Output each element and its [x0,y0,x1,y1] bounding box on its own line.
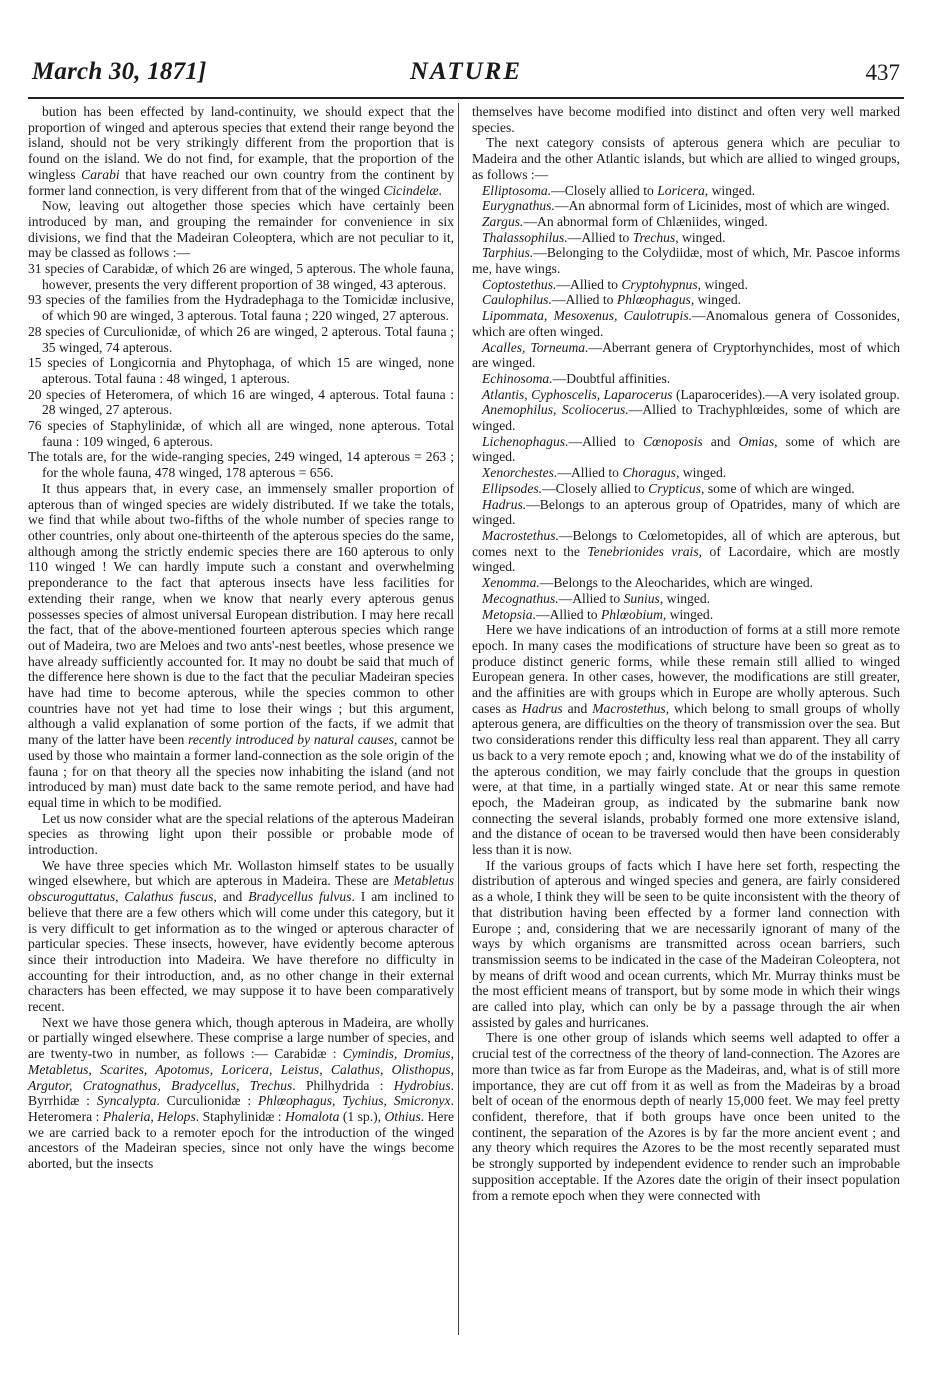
species-count-item: The totals are, for the wide-ranging species, 249 winged, 14 apterous = 263 ; for the whole fauna, 478 winged, 178 apterous = 656. [28,449,454,481]
genus-entry: Elliptosoma.—Closely allied to Loricera, winged. [482,182,756,198]
paragraph: Here we have indications of an introduction of forms at a still more remote epoch. In many cases the modifications of structure have been so great as to produce distinct generic forms, while these remain still allied to winged European genera. In other cases, however, the modifications are still greater, and the affinities are with groups which in Europe are wholly apterous. Such cases as Hadrus and Macrostethus, which belong to small groups of wholly apterous genera, are difficulties on the theory of transmission over the sea. But two considerations render this difficulty less real than apparent. They all carry us back to a very remote epoch ; and, knowing what we do of the instability of the apterous condition, we may fairly conclude that the groups in question were, at that time, in a partially winged state. At or near this same remote epoch, the Madeiran group, as indicated by the submarine bank now connecting the several islands, probably formed one more extensive island, and the distance of ocean to be traversed would then have been considerably less than it is now. [472,622,900,858]
left-column [28,104,454,1172]
genus-entry: Acalles, Torneuma.—Aberrant genera of Cryptorhynchides, most of which are winged. [472,339,900,371]
paragraph: It thus appears that, in every case, an immensely smaller proportion of apterous than of winged species are widely distributed. If we take the totals, we find that while about two-fifths of the whole number of species range to other countries, only about one-thirteenth of the apterous species do the same, although among the strictly endemic species there are 160 apterous to only 110 winged ! We can hardly impute such a constant and overwhelming preponderance to the fact that apterous insects have less facilities for extending their range, when we know that nearly every apterous genus possesses species of almost universal European distribution. I may here recall the fact, that of the above-mentioned fourteen apterous species which range out of Madeira, two are Meloes and two ants'-nest beetles, whose presence we have already sufficiently accounted for. It may no doubt be said that much of the difference here shown is due to the fact that the peculiar Madeiran species have had time to become apterous, while the species common to other countries have not yet had time to lose their wings ; but this argument, although a valid explanation of some portion of the facts, if we admit that many of the latter have been recently introduced by natural causes, cannot be used by those who maintain a former land-connection as the sole origin of the fauna ; for on that theory all the species now inhabiting the island (and not introduced by man) must date back to the same remote period, and have had equal time in which to be modified. [28,480,454,810]
page-number: 437 [865,60,900,85]
genus-entry: Hadrus.—Belongs to an apterous group of Opatrides, many of which are winged. [472,496,900,528]
column-divider [458,103,459,1335]
genus-entry: Atlantis, Cyphoscelis, Laparocerus (Laparocerides).—A very isolated group. [482,386,900,402]
header-rule [28,97,904,99]
genus-entry: Coptostethus.—Allied to Cryptohypnus, winged. [482,276,748,292]
paragraph: We have three species which Mr. Wollaston himself states to be usually winged elsewhere, but which are apterous in Madeira. These are Metabletus obscuroguttatus, Calathus fuscus, and Bradycellus fulvus. I am inclined to believe that there are a few others which will come under this category, but it is very difficult to get information as to the winged or apterous character of particular species. These insects, however, have evidently become apterous since their introduction into Madeira. We have therefore no difficulty in accounting for their introduction, and, as no other change in their external characters has been effected, we may suppose it to have been comparatively recent. [28,857,454,1015]
species-count-item: 93 species of the families from the Hydradephaga to the Tomicidæ inclusive, of which 90 are winged, 3 apterous. Total fauna ; 220 winged, 27 apterous. [28,292,454,324]
genus-entry: Caulophilus.—Allied to Phlœophagus, winged. [482,292,742,308]
genus-entry: Macrostethus.—Belongs to Cœlometopides, all of which are apterous, but comes next to the Tenebrionides vrais, of Lacordaire, which are mostly winged. [472,527,900,575]
species-count-item: 28 species of Curculionidæ, of which 26 are winged, 2 apterous. Total fauna ; 35 winged, 74 apterous. [28,323,454,355]
genus-entry: Mecognathus.—Allied to Sunius, winged. [482,590,711,606]
paragraph: The next category consists of apterous genera which are peculiar to Madeira and the other Atlantic islands, but which are allied to winged groups, as follows :— [472,135,900,182]
paragraph: bution has been effected by land-continuity, we should expect that the proportion of winged and apterous species that extend their range beyond the island, should not be very strikingly different from the proportion that is found on the island. We do not find, for example, that the proportion of the wingless Carabi that have reached our own country from the continent by former land connection, is very different from that of the winged Cicindelæ. [28,104,454,198]
journal-title: NATURE [409,58,523,85]
paragraph: themselves have become modified into distinct and often very well marked species. [472,104,900,135]
species-count-item: 31 species of Carabidæ, of which 26 are winged, 5 apterous. The whole fauna, however, presents the very different proportion of 38 winged, 43 apterous. [28,261,454,292]
species-count-item: 20 species of Heteromera, of which 16 are winged, 4 apterous. Total fauna : 28 winged, 27 apterous. [28,386,454,418]
genus-entry: Metopsia.—Allied to Phlœobium, winged. [482,606,714,622]
paragraph: Now, leaving out altogether those species which have certainly been introduced by man, and grouping the remainder for convenience in six divisions, we find that the Madeiran Coleoptera, which are not peculiar to it, may be classed as follows :— [28,198,454,261]
issue-date: March 30, 1871] [32,58,207,85]
species-count-item: 76 species of Staphylinidæ, of which all are winged, none apterous. Total fauna : 109 winged, 6 apterous. [28,418,454,449]
species-count-item: 15 species of Longicornia and Phytophaga, of which 15 are winged, none apterous. Total fauna : 48 winged, 1 apterous. [28,355,454,386]
genus-entry: Lichenophagus.—Allied to Cœnoposis and Omias, some of which are winged. [472,433,900,465]
genus-entry: Xenomma.—Belongs to the Aleocharides, which are winged. [482,575,814,591]
genus-entry: Ellipsodes.—Closely allied to Crypticus, some of which are winged. [482,480,855,496]
genus-entry: Lipommata, Mesoxenus, Caulotrupis.—Anomalous genera of Cossonides, which are often winged. [472,308,900,339]
paragraph: Next we have those genera which, though apterous in Madeira, are wholly or partially winged elsewhere. These comprise a large number of species, and are twenty-two in number, as follows :— Carabidæ : Cymindis, Dromius, Metabletus, Scarites, Apotomus, Loricera, Leistus, Calathus, Olisthopus, Argutor, Cratognathus, Bradycellus, Trechus. Philhydrida : Hydrobius. Byrrhidæ : Syncalypta. Curculionidæ : Phlœophagus, Tychius, Smicronyx. Heteromera : Phaleria, Helops. Staphylinidæ : Homalota (1 sp.), Othius. Here we are carried back to a remoter epoch for the introduction of the winged ancestors of the Madeiran species, since not only have the wings become aborted, but the insects [28,1014,455,1172]
right-column [472,104,900,1203]
genus-entry: Zargus.—An abnormal form of Chlæniides, winged. [482,213,768,229]
paragraph: Let us now consider what are the special relations of the apterous Madeiran species as throwing light upon their possible or probable mode of introduction. [28,810,454,858]
paragraph: There is one other group of islands which seems well adapted to offer a crucial test of the correctness of the theory of land-connection. The Azores are more than twice as far from Europe as the Madeiras, and, what is of still more importance, they are cut off from it as well as from the Madeiras by a broad belt of ocean of the enormous depth of nearly 15,000 feet. We may feel pretty confident, therefore, that if both groups have once been united to the continent, the separation of the Azores is by far the more ancient event ; and any theory which requires the Azores to be the most recently separated must be strongly supported by independent evidence to render such an improbable supposition acceptable. If the Azores date the origin of their insect population from a remote epoch when they were connected with [472,1030,900,1203]
genus-entry: Anemophilus, Scoliocerus.—Allied to Trachyphlœides, some of which are winged. [472,402,900,434]
genus-entry: Tarphius.—Belonging to the Colydiidæ, most of which, Mr. Pascoe informs me, have wings. [472,245,900,277]
genus-entry: Thalassophilus.—Allied to Trechus, winged. [482,229,726,245]
genus-entry: Eurygnathus.—An abnormal form of Licinides, most of which are winged. [482,198,890,214]
genus-entry: Echinosoma.—Doubtful affinities. [482,370,671,386]
genus-entry: Xenorchestes.—Allied to Choragus, winged. [482,465,727,481]
paragraph: If the various groups of facts which I have here set forth, respecting the distribution of apterous and winged species and genera, are fairly considered as a whole, I think they will be seen to be quite inconsistent with the theory of that distribution having been effected by a former land connection with Europe ; and, considering that we are necessarily ignorant of many of the ways by which organisms are transmitted across ocean barriers, such transmission seems to be indicated in the case of the Madeiran Coleoptera, not by means of drift wood and ocean currents, which Mr. Murray thinks must be the most efficient means of transport, but by some mode in which their wings are called into play, which can only be by a passage through the air when assisted by gales and hurricanes. [472,857,900,1030]
page-header [28,56,904,96]
